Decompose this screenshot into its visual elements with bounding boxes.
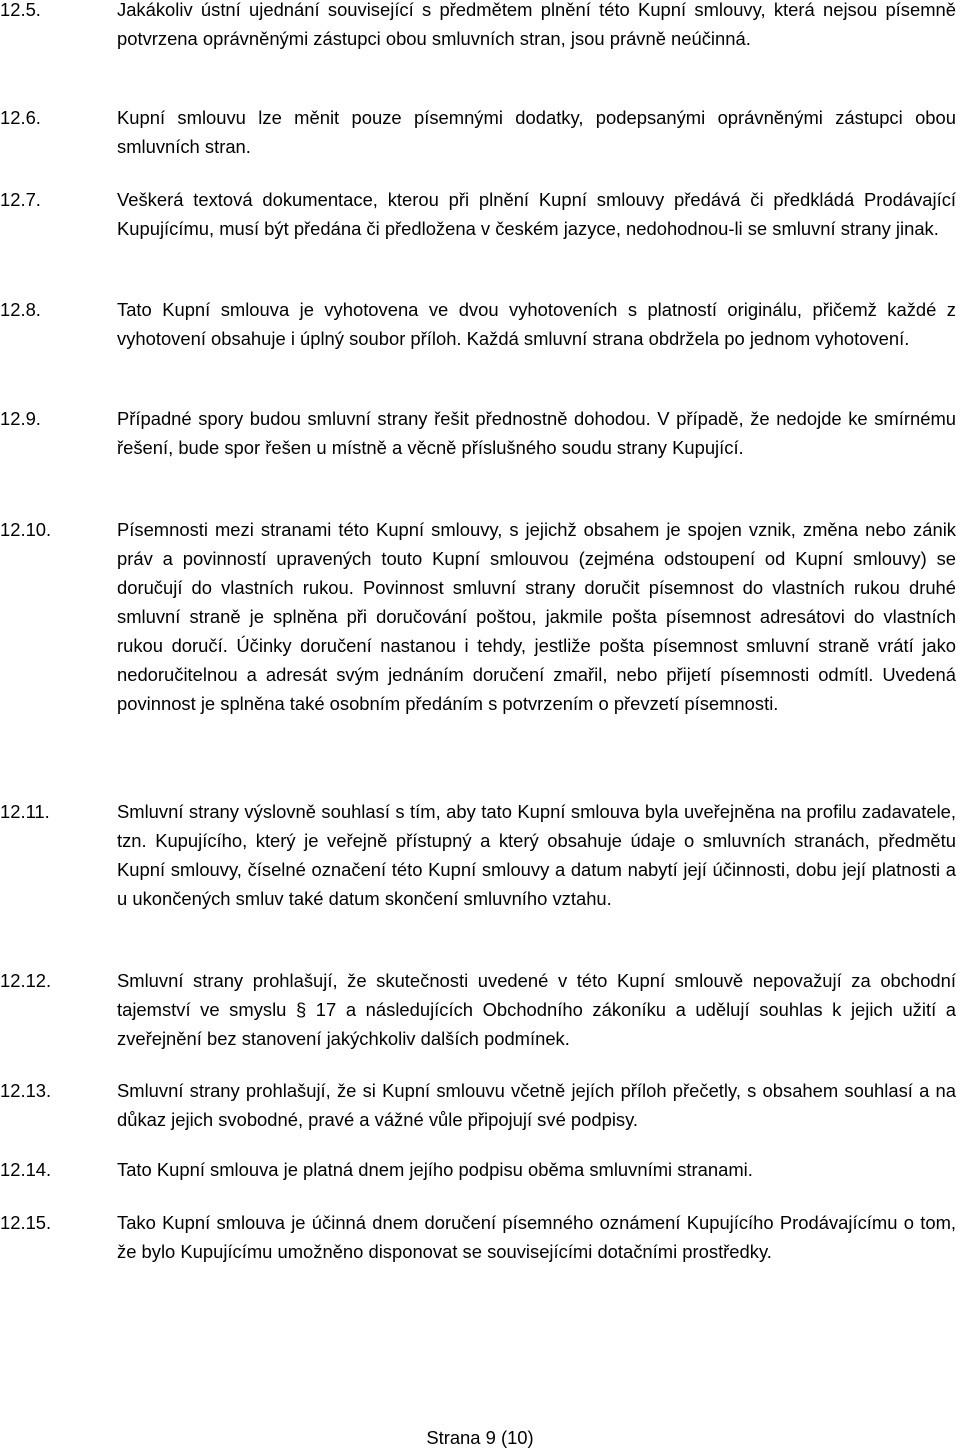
clause-number: 12.13.	[0, 1080, 52, 1101]
clause-text: Jakákoliv ústní ujednání související s předmětem plnění této Kupní smlouvy, která nejsou písemně potvrzena oprávněnými zástupci obou smluvních stran, jsou právně neúčinná.	[117, 0, 956, 49]
clause-number: 12.7.	[0, 189, 41, 210]
clause-text: Veškerá textová dokumentace, kterou při plnění Kupní smlouvy předává či předkládá Prodávající Kupujícímu, musí být předána či předložena v českém jazyce, nedohodnou-li se smluvní strany jinak.	[117, 189, 956, 239]
clause-number: 12.5.	[0, 0, 41, 20]
clause-number: 12.9.	[0, 408, 41, 429]
clause-text: Tako Kupní smlouva je účinná dnem doručení písemného oznámení Kupujícího Prodávajícímu o tom, že bylo Kupujícímu umožněno disponovat se souvisejícími dotačními prostředky.	[117, 1212, 956, 1262]
clause-number: 12.14.	[0, 1159, 52, 1180]
clause-number: 12.6.	[0, 107, 41, 128]
clause-number: 12.11.	[0, 801, 50, 822]
clause-number: 12.12.	[0, 970, 52, 991]
clause-number: 12.8.	[0, 299, 41, 320]
clause-text: Smluvní strany prohlašují, že si Kupní smlouvu včetně jejích příloh přečetly, s obsahem souhlasí a na důkaz jejich svobodné, pravé a vážné vůle připojují své podpisy.	[117, 1080, 956, 1130]
clause-text: Případné spory budou smluvní strany řešit přednostně dohodou. V případě, že nedojde ke smírnému řešení, bude spor řešen u místně a věcně příslušného soudu strany Kupující.	[117, 408, 956, 458]
clause-text: Kupní smlouvu lze měnit pouze písemnými dodatky, podepsanými oprávněnými zástupci obou smluvních stran.	[117, 107, 956, 157]
clause-text: Tato Kupní smlouva je platná dnem jejího podpisu oběma smluvními stranami.	[117, 1159, 753, 1180]
clause-text: Smluvní strany výslovně souhlasí s tím, aby tato Kupní smlouva byla uveřejněna na profilu zadavatele, tzn. Kupujícího, který je veřejně přístupný a který obsahuje údaje o smluvních stranách, předmětu Kupní smlouvy, číselné označení této Kupní smlouvy a datum nabytí její účinnosti, dobu její platnosti a u ukončených smluv také datum skončení smluvního vztahu.	[117, 801, 956, 909]
clause-number: 12.15.	[0, 1212, 52, 1233]
page-number-footer: Strana 9 (10)	[426, 1427, 534, 1448]
clause-number: 12.10.	[0, 519, 52, 540]
clause-text: Tato Kupní smlouva je vyhotovena ve dvou vyhotoveních s platností originálu, přičemž každé z vyhotovení obsahuje i úplný soubor příloh. Každá smluvní strana obdržela po jednom vyhotovení.	[117, 299, 956, 349]
clause-text: Smluvní strany prohlašují, že skutečnosti uvedené v této Kupní smlouvě nepovažují za obchodní tajemství ve smyslu § 17 a následujících Obchodního zákoníku a udělují souhlas k jejich užití a zveřejnění bez stanovení jakýchkoliv dalších podmínek.	[117, 970, 956, 1049]
clause-text: Písemnosti mezi stranami této Kupní smlouvy, s jejichž obsahem je spojen vznik, změna nebo zánik práv a povinností upravených touto Kupní smlouvou (zejména odstoupení od Kupní smlouvy) se doručují do vlastních rukou. Povinnost smluvní strany doručit písemnost do vlastních rukou druhé smluvní straně je splněna při doručování poštou, jakmile pošta písemnost adresátovi do vlastních rukou doručí. Účinky doručení nastanou i tehdy, jestliže pošta písemnost smluvní straně vrátí jako nedoručitelnou a adresát svým jednáním doručení zmařil, nebo přijetí písemnosti odmítl. Uvedená povinnost je splněna také osobním předáním s potvrzením o převzetí písemnosti.	[117, 519, 956, 714]
